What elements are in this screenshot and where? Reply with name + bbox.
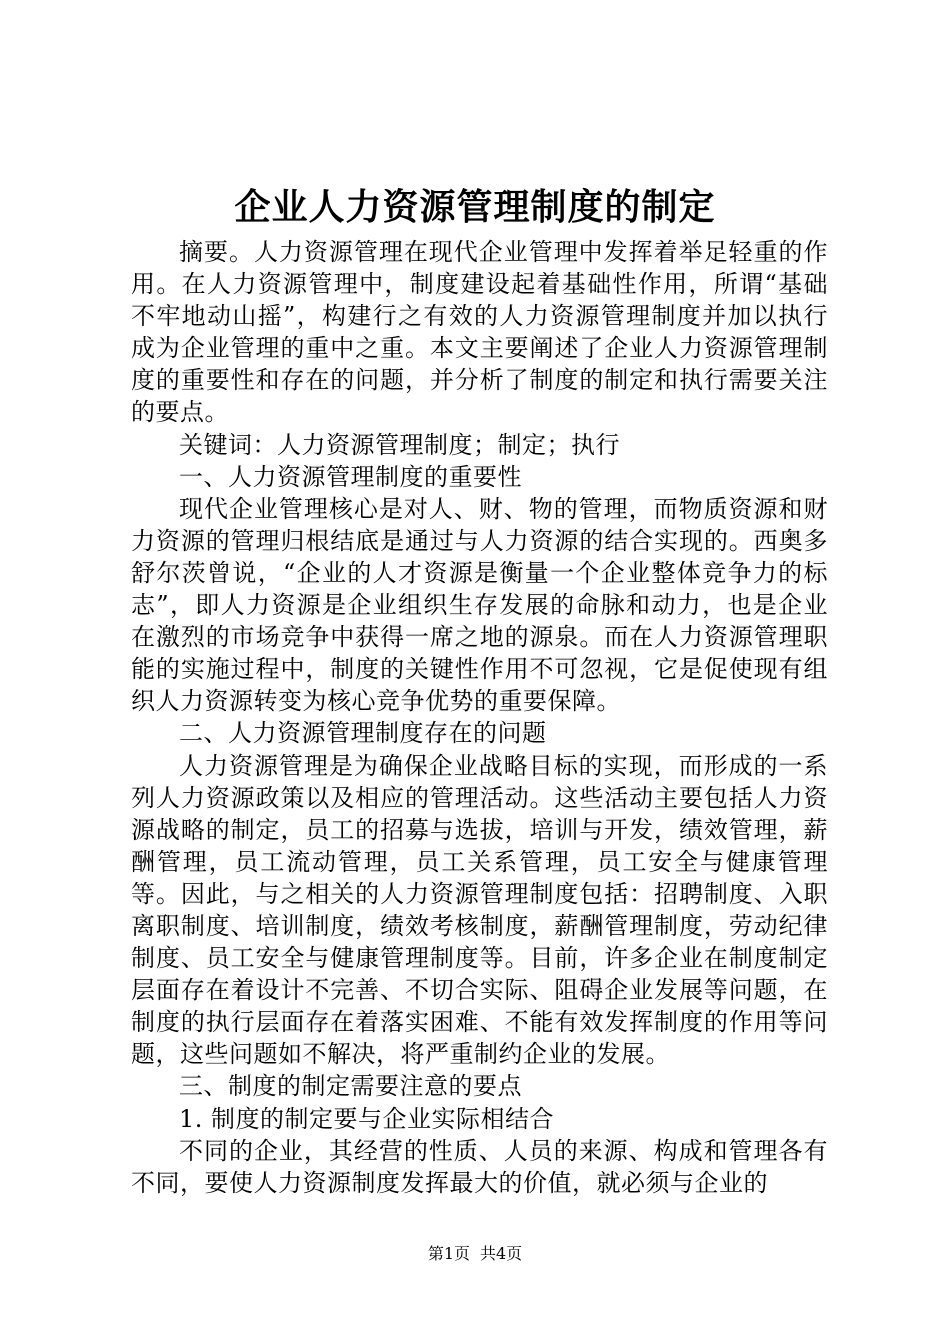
page-footer <box>0 1244 950 1264</box>
document-body <box>131 236 828 1199</box>
section-heading-2: 二、人力资源管理制度存在的问题 <box>179 719 547 748</box>
body-paragraph: 现代企业管理核心是对人、财、物的管理，而物质资源和财力资源的管理归根结底是通过与人力资源的结合实现的。西奥多舒尔茨曾说，“企业的人才资源是衡量一个企业整体竞争力的标志”，即人力资源是企业组织生存发展的命脉和动力，也是企业在激烈的市场竞争中获得一席之地的源泉。而在人力资源管理职能的实施过程中，制度的关键性作用不可忽视，它是促使现有组织人力资源转变为核心竞争优势的重要保障。 <box>131 494 828 716</box>
subsection-heading-1: 1. 制度的制定要与企业实际相结合 <box>179 1104 555 1133</box>
document-title: 企业人力资源管理制度的制定 <box>234 186 716 228</box>
section-heading-1: 一、人力资源管理制度的重要性 <box>179 462 522 491</box>
body-paragraph: 人力资源管理是为确保企业战略目标的实现，而形成的一系列人力资源政策以及相应的管理活动。这些活动主要包括人力资源战略的制定，员工的招募与选拔，培训与开发，绩效管理，薪酬管理，员工流动管理，员工关系管理，员工安全与健康管理等。因此，与之相关的人力资源管理制度包括：招聘制度、入职离职制度、培训制度，绩效考核制度，薪酬管理制度，劳动纪律制度、员工安全与健康管理制度等。目前，许多企业在制度制定层面存在着设计不完善、不切合实际、阻碍企业发展等问题，在制度的执行层面存在着落实困难、不能有效发挥制度的作用等问题，这些问题如不解决，将严重制约企业的发展。 <box>131 751 828 1069</box>
page-number: 第1页 <box>427 1244 470 1263</box>
abstract-paragraph: 摘要。人力资源管理在现代企业管理中发挥着举足轻重的作用。在人力资源管理中，制度建设起着基础性作用，所谓“基础不牢地动山摇”，构建行之有效的人力资源管理制度并加以执行成为企业管理的重中之重。本文主要阐述了企业人力资源管理制度的重要性和存在的问题，并分析了制度的制定和执行需要关注的要点。 <box>131 238 828 427</box>
page-count: 共4页 <box>480 1244 523 1263</box>
body-paragraph: 不同的企业，其经营的性质、人员的来源、构成和管理各有不同，要使人力资源制度发挥最大的价值，就必须与企业的 <box>131 1136 828 1197</box>
keywords-paragraph: 关键词：人力资源管理制度；制定；执行 <box>179 430 620 459</box>
section-heading-3: 三、制度的制定需要注意的要点 <box>179 1072 522 1101</box>
